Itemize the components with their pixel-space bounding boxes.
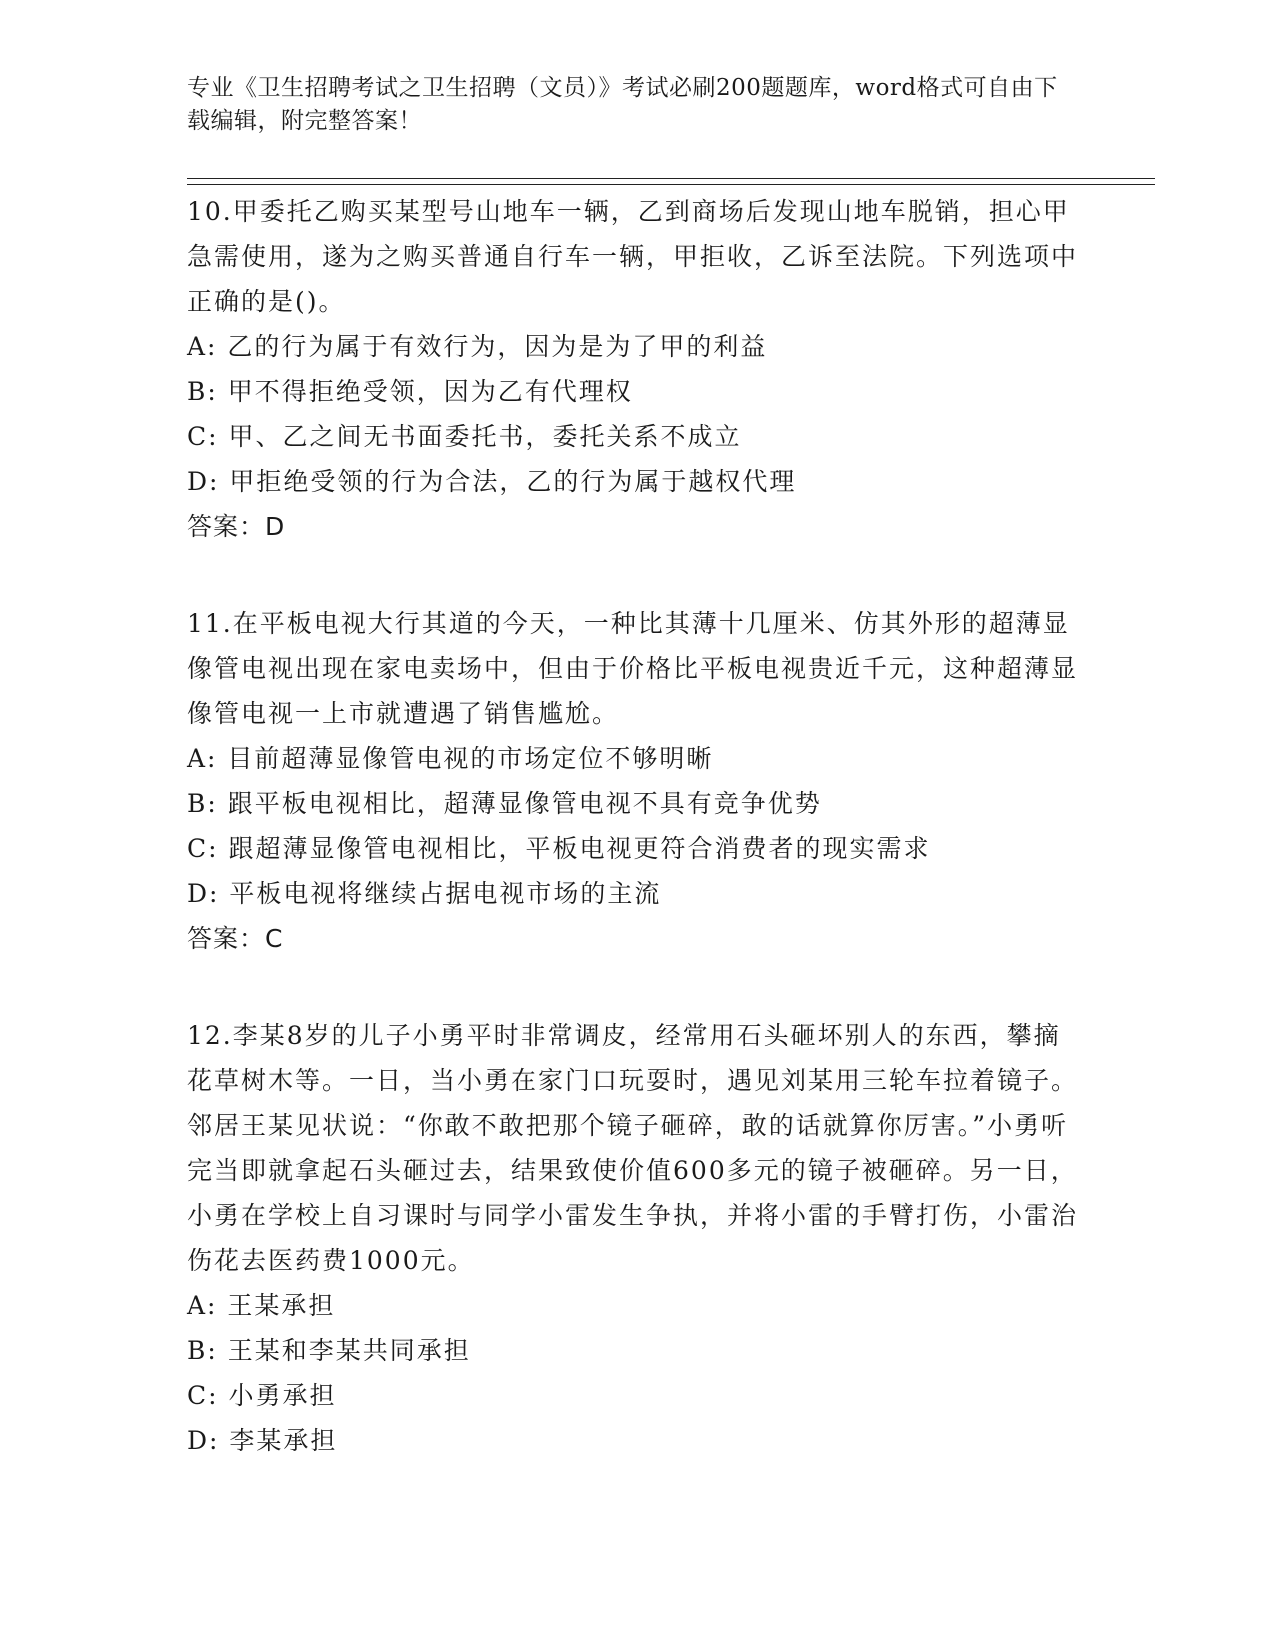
question-stem: 12.李某8岁的儿子小勇平时非常调皮，经常用石头砸坏别人的东西，攀摘花草树木等。一日，当小勇在家门口玩耍时，遇见刘某用三轮车拉着镜子。邻居王某见状说：“你敢不敢把那个镜子砸碎，敢的话就算你厉害。”小勇听完当即就拿起石头砸过去，结果致使价值600多元的镜子被砸碎。另一日，小勇在学校上自习课时与同学小雷发生争执，并将小雷的手臂打伤，小雷治伤花去医药费1000元。 <box>187 1021 1079 1275</box>
header-divider-top <box>187 178 1155 179</box>
option-b: B: 跟平板电视相比，超薄显像管电视不具有竞争优势 <box>187 789 822 818</box>
option-a: A: 目前超薄显像管电视的市场定位不够明晰 <box>187 744 714 773</box>
question-11 <box>187 601 1087 961</box>
option-d: D: 甲拒绝受领的行为合法，乙的行为属于越权代理 <box>187 467 797 496</box>
question-stem: 11.在平板电视大行其道的今天，一种比其薄十几厘米、仿其外形的超薄显像管电视出现在家电卖场中，但由于价格比平板电视贵近千元，这种超薄显像管电视一上市就遭遇了销售尴尬。 <box>187 609 1079 728</box>
option-b: B: 甲不得拒绝受领，因为乙有代理权 <box>187 377 633 406</box>
option-b: B: 王某和李某共同承担 <box>187 1336 471 1365</box>
header-divider-bottom <box>187 184 1155 185</box>
option-c: C: 甲、乙之间无书面委托书，委托关系不成立 <box>187 422 742 451</box>
option-a: A: 王某承担 <box>187 1291 336 1320</box>
answer-line: 答案：C <box>187 924 284 953</box>
option-c: C: 小勇承担 <box>187 1381 337 1410</box>
answer-line: 答案：D <box>187 512 286 541</box>
option-d: D: 李某承担 <box>187 1426 338 1455</box>
question-12 <box>187 1013 1087 1463</box>
document-title: 专业《卫生招聘考试之卫生招聘（文员）》考试必刷200题题库，word格式可自由下载编辑，附完整答案！ <box>187 75 1058 134</box>
question-10 <box>187 189 1087 549</box>
option-d: D: 平板电视将继续占据电视市场的主流 <box>187 879 662 908</box>
question-stem: 10.甲委托乙购买某型号山地车一辆，乙到商场后发现山地车脱销，担心甲急需使用，遂为之购买普通自行车一辆，甲拒收，乙诉至法院。下列选项中正确的是()。 <box>187 197 1079 316</box>
option-a: A: 乙的行为属于有效行为，因为是为了甲的利益 <box>187 332 768 361</box>
document-header <box>187 72 1067 138</box>
option-c: C: 跟超薄显像管电视相比，平板电视更符合消费者的现实需求 <box>187 834 931 863</box>
